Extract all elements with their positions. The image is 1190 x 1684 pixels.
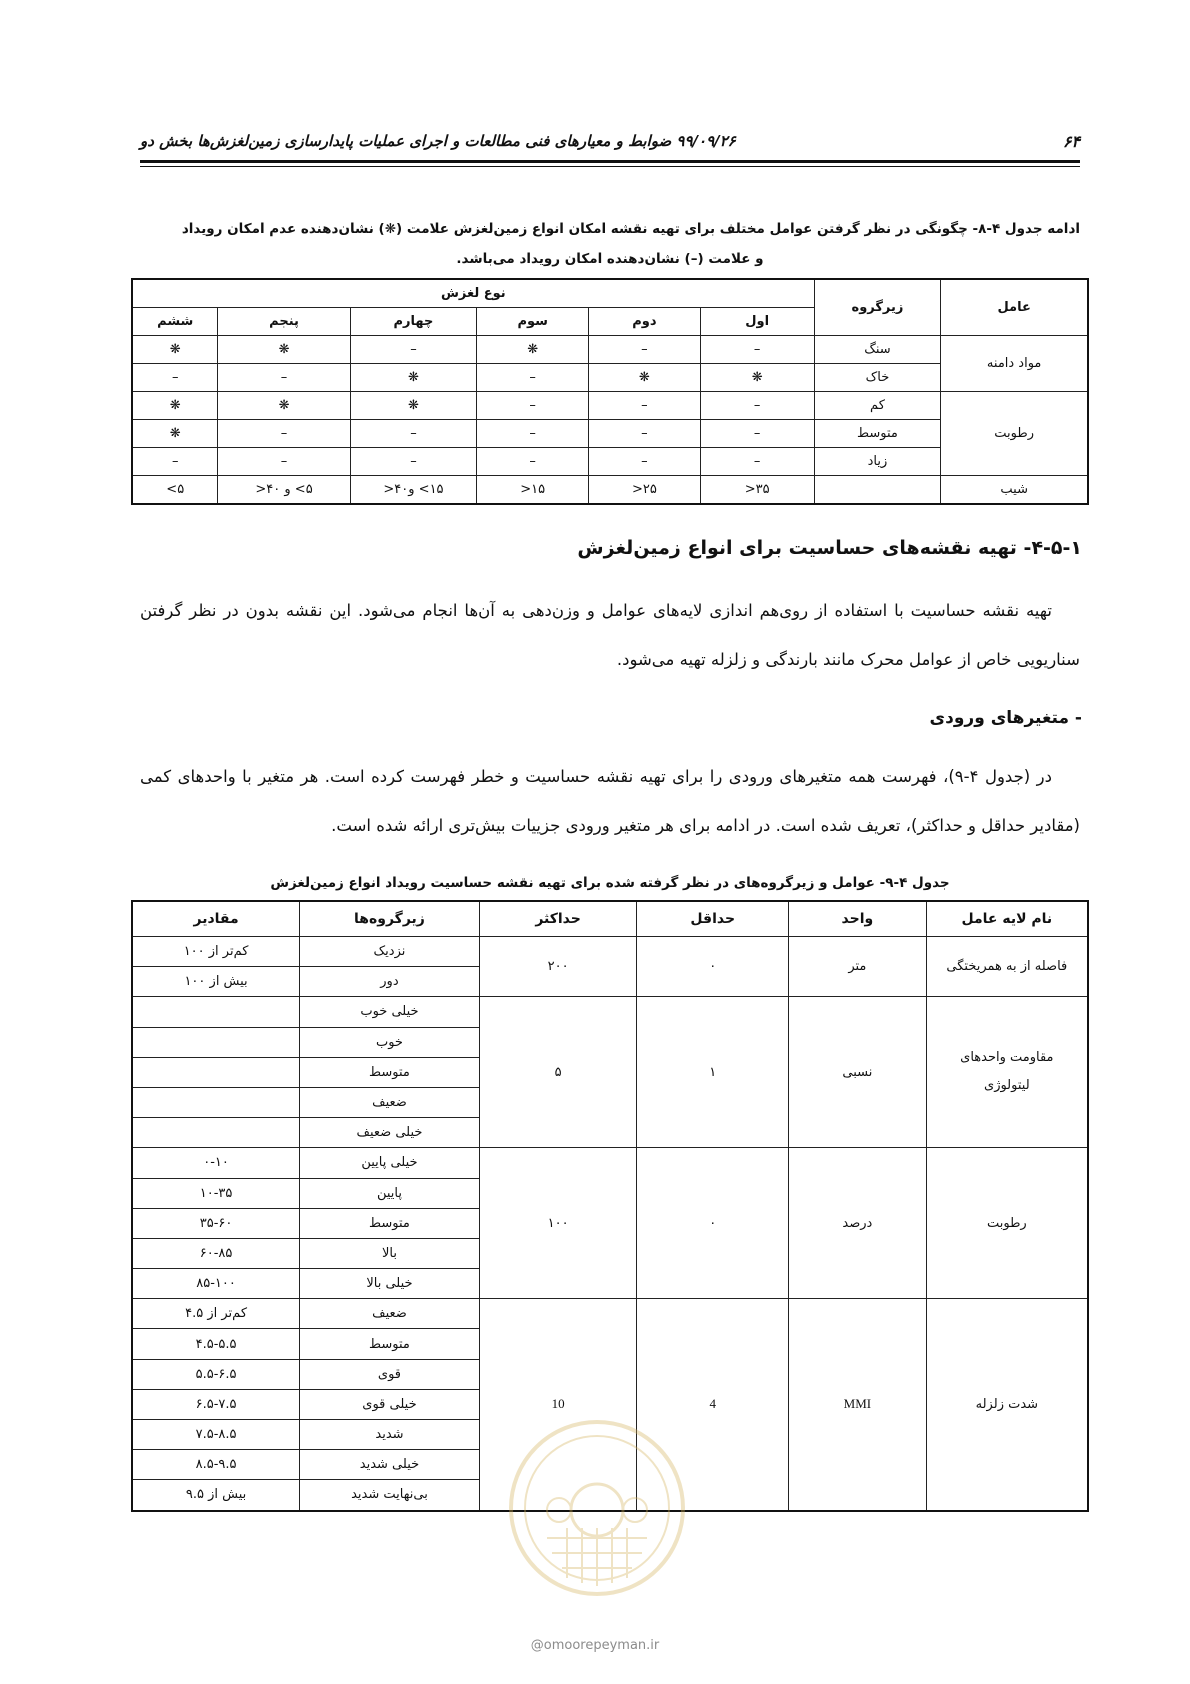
max-cell: ۵: [479, 997, 637, 1148]
subgroup-cell: سنگ: [814, 336, 941, 364]
watermark-site: @omoorepeyman.ir: [530, 1638, 660, 1653]
mark-cell: –: [350, 336, 477, 364]
slope-cell: ۲۵<: [589, 476, 701, 505]
running-title: ۹۹/۰۹/۲۶ ضوابط و معیارهای فنی مطالعات و اجرای عملیات پایدارسازی زمین‌لغزش‌ها بخش دو: [140, 132, 736, 150]
mark-cell: ❋: [589, 364, 701, 392]
subgroup-cell: شدید: [300, 1420, 480, 1450]
layer-name-cell: فاصله از به همریختگی: [926, 937, 1088, 997]
header-unit: واحد: [789, 901, 927, 937]
min-cell: ۱: [637, 997, 789, 1148]
subgroup-cell: بی‌نهایت شدید: [300, 1480, 480, 1511]
mark-cell: –: [589, 392, 701, 420]
paragraph: [140, 586, 1080, 684]
header-max: حداکثر: [479, 901, 637, 937]
paragraph-text: تهیه نقشه حساسیت با استفاده از روی‌هم اندازی لایه‌های عوامل و وزن‌دهی به آن‌ها انجام می‌شود. این نقشه بدون در نظر گرفتن سناریویی خاص از عوامل محرک مانند بارندگی و زلزله تهیه می‌شود.: [140, 601, 1080, 669]
mark-cell: –: [132, 448, 218, 476]
table1-caption: ادامه جدول ۴-۸- چگونگی در نظر گرفتن عوامل مختلف برای تهیه نقشه امکان انواع زمین‌لغزش علامت (❋) نشان‌دهنده عدم امکان رویداد: [181, 221, 1080, 237]
value-cell: [132, 1087, 300, 1117]
factor-cell: مواد دامنه: [941, 336, 1088, 392]
table-row: [132, 997, 1088, 1027]
header-subgroup: زیرگروه: [814, 279, 941, 336]
header-type-1: اول: [700, 308, 814, 336]
slope-cell: ۱۵> و۴۰<: [350, 476, 477, 505]
layer-name-cell: رطوبت: [926, 1148, 1088, 1299]
subgroup-cell: خیلی پایین: [300, 1148, 480, 1178]
mark-cell: ❋: [132, 336, 218, 364]
mark-cell: –: [218, 420, 350, 448]
subgroup-cell: قوی: [300, 1359, 480, 1389]
page-number: ۶۴: [1062, 132, 1080, 151]
value-cell: بیش از ۹.۵: [132, 1480, 300, 1511]
subgroup-cell: خیلی شدید: [300, 1450, 480, 1480]
mark-cell: –: [700, 336, 814, 364]
header-subgroups: زیرگروه‌ها: [300, 901, 480, 937]
subgroup-cell: نزدیک: [300, 937, 480, 967]
mark-cell: ❋: [700, 364, 814, 392]
table-row: [132, 336, 1088, 364]
mark-cell: –: [700, 420, 814, 448]
subgroup-cell: خیلی ضعیف: [300, 1118, 480, 1148]
value-cell: کم‌تر از ۴.۵: [132, 1299, 300, 1329]
mark-cell: –: [700, 448, 814, 476]
subgroup-cell: بالا: [300, 1238, 480, 1268]
mark-cell: –: [132, 364, 218, 392]
header-min: حداقل: [637, 901, 789, 937]
subgroup-cell: خیلی خوب: [300, 997, 480, 1027]
mark-cell: –: [350, 420, 477, 448]
unit-cell: درصد: [789, 1148, 927, 1299]
table-row: [132, 392, 1088, 420]
unit-cell: MMI: [789, 1299, 927, 1511]
mark-cell: ❋: [218, 392, 350, 420]
mark-cell: ❋: [218, 336, 350, 364]
value-cell: [132, 1057, 300, 1087]
seal-logo-icon: [507, 1418, 687, 1598]
header-type-2: دوم: [589, 308, 701, 336]
table-row: [132, 1299, 1088, 1329]
subgroup-cell: دور: [300, 967, 480, 997]
mark-cell: –: [350, 448, 477, 476]
value-cell: ۴.۵-۵.۵: [132, 1329, 300, 1359]
factor-cell: شیب: [941, 476, 1088, 505]
section-heading: ۴-۵-۱- تهیه نقشه‌های حساسیت برای انواع زمین‌لغزش: [577, 537, 1082, 559]
layer-name-cell: شدت زلزله: [926, 1299, 1088, 1511]
header-values: مقادیر: [132, 901, 300, 937]
value-cell: بیش از ۱۰۰: [132, 967, 300, 997]
mark-cell: ❋: [132, 392, 218, 420]
value-cell: [132, 1118, 300, 1148]
mark-cell: –: [218, 364, 350, 392]
mark-cell: –: [477, 392, 589, 420]
page-header: [140, 126, 1080, 156]
header-slide-type: نوع لغزش: [132, 279, 814, 308]
subheading: - متغیرهای ورودی: [929, 708, 1082, 728]
slope-cell: ۳۵<: [700, 476, 814, 505]
value-cell: کم‌تر از ۱۰۰: [132, 937, 300, 967]
header-type-4: چهارم: [350, 308, 477, 336]
max-cell: ۱۰۰: [479, 1148, 637, 1299]
header-factor: عامل: [941, 279, 1088, 336]
mark-cell: –: [589, 336, 701, 364]
header-type-3: سوم: [477, 308, 589, 336]
slope-cell: ۱۵<: [477, 476, 589, 505]
subgroup-cell: متوسط: [300, 1208, 480, 1238]
max-cell: 10: [479, 1299, 637, 1511]
subgroup-cell: پایین: [300, 1178, 480, 1208]
subgroup-cell: ضعیف: [300, 1299, 480, 1329]
mark-cell: –: [477, 448, 589, 476]
table-row: [132, 1148, 1088, 1178]
max-cell: ۲۰۰: [479, 937, 637, 997]
value-cell: ۶.۵-۷.۵: [132, 1389, 300, 1419]
value-cell: ۱۰-۳۵: [132, 1178, 300, 1208]
table-row: [132, 937, 1088, 967]
paragraph: [140, 752, 1080, 850]
slope-cell: ۵>: [132, 476, 218, 505]
value-cell: ۳۵-۶۰: [132, 1208, 300, 1238]
unit-cell: متر: [789, 937, 927, 997]
mark-cell: –: [589, 420, 701, 448]
table-row: [132, 476, 1088, 505]
header-rule: [140, 160, 1080, 163]
slope-cell: ۵> و ۴۰<: [218, 476, 350, 505]
header-rule-thin: [140, 166, 1080, 167]
header-layer-name: نام لایه عامل: [926, 901, 1088, 937]
mark-cell: ❋: [350, 364, 477, 392]
value-cell: ۸.۵-۹.۵: [132, 1450, 300, 1480]
factor-cell: رطوبت: [941, 392, 1088, 476]
mark-cell: –: [589, 448, 701, 476]
mark-cell: ❋: [477, 336, 589, 364]
min-cell: 4: [637, 1299, 789, 1511]
min-cell: ۰: [637, 937, 789, 997]
value-cell: ۰-۱۰: [132, 1148, 300, 1178]
value-cell: ۵.۵-۶.۵: [132, 1359, 300, 1389]
min-cell: ۰: [637, 1148, 789, 1299]
subgroup-cell: خوب: [300, 1027, 480, 1057]
header-type-5: پنجم: [218, 308, 350, 336]
subgroup-cell: خاک: [814, 364, 941, 392]
table2-caption: جدول ۴-۹- عوامل و زیرگروه‌های در نظر گرفته شده برای تهیه نقشه حساسیت رویداد انواع زمین‌لغزش: [270, 875, 950, 891]
subgroup-cell: [814, 476, 941, 505]
value-cell: [132, 997, 300, 1027]
unit-cell: نسبی: [789, 997, 927, 1148]
subgroup-cell: زیاد: [814, 448, 941, 476]
value-cell: ۶۰-۸۵: [132, 1238, 300, 1268]
value-cell: [132, 1027, 300, 1057]
subgroup-cell: متوسط: [300, 1057, 480, 1087]
layer-name-cell: مقاومت واحدهای لیتولوژی: [926, 997, 1088, 1148]
subgroup-cell: متوسط: [814, 420, 941, 448]
subgroup-cell: ضعیف: [300, 1087, 480, 1117]
value-cell: ۸۵-۱۰۰: [132, 1269, 300, 1299]
mark-cell: –: [218, 448, 350, 476]
slide-type-factors-table: [131, 278, 1089, 505]
mark-cell: –: [700, 392, 814, 420]
mark-cell: ❋: [132, 420, 218, 448]
paragraph-text: در (جدول ۴-۹)، فهرست همه متغیرهای ورودی را برای تهیه نقشه حساسیت و خطر فهرست کرده است. هر متغیر با واحدهای کمی (مقادیر حداقل و حداکثر)، تعریف شده است. در ادامه برای هر متغیر ورودی جزییات بیش‌تری ارائه شده است.: [140, 767, 1080, 835]
mark-cell: –: [477, 420, 589, 448]
table1-caption-line2: و علامت (–) نشان‌دهنده امکان رویداد می‌باشد.: [456, 251, 764, 267]
subgroup-cell: خیلی بالا: [300, 1269, 480, 1299]
subgroup-cell: متوسط: [300, 1329, 480, 1359]
value-cell: ۷.۵-۸.۵: [132, 1420, 300, 1450]
mark-cell: –: [477, 364, 589, 392]
mark-cell: ❋: [350, 392, 477, 420]
subgroup-cell: خیلی قوی: [300, 1389, 480, 1419]
header-type-6: ششم: [132, 308, 218, 336]
subgroup-cell: کم: [814, 392, 941, 420]
